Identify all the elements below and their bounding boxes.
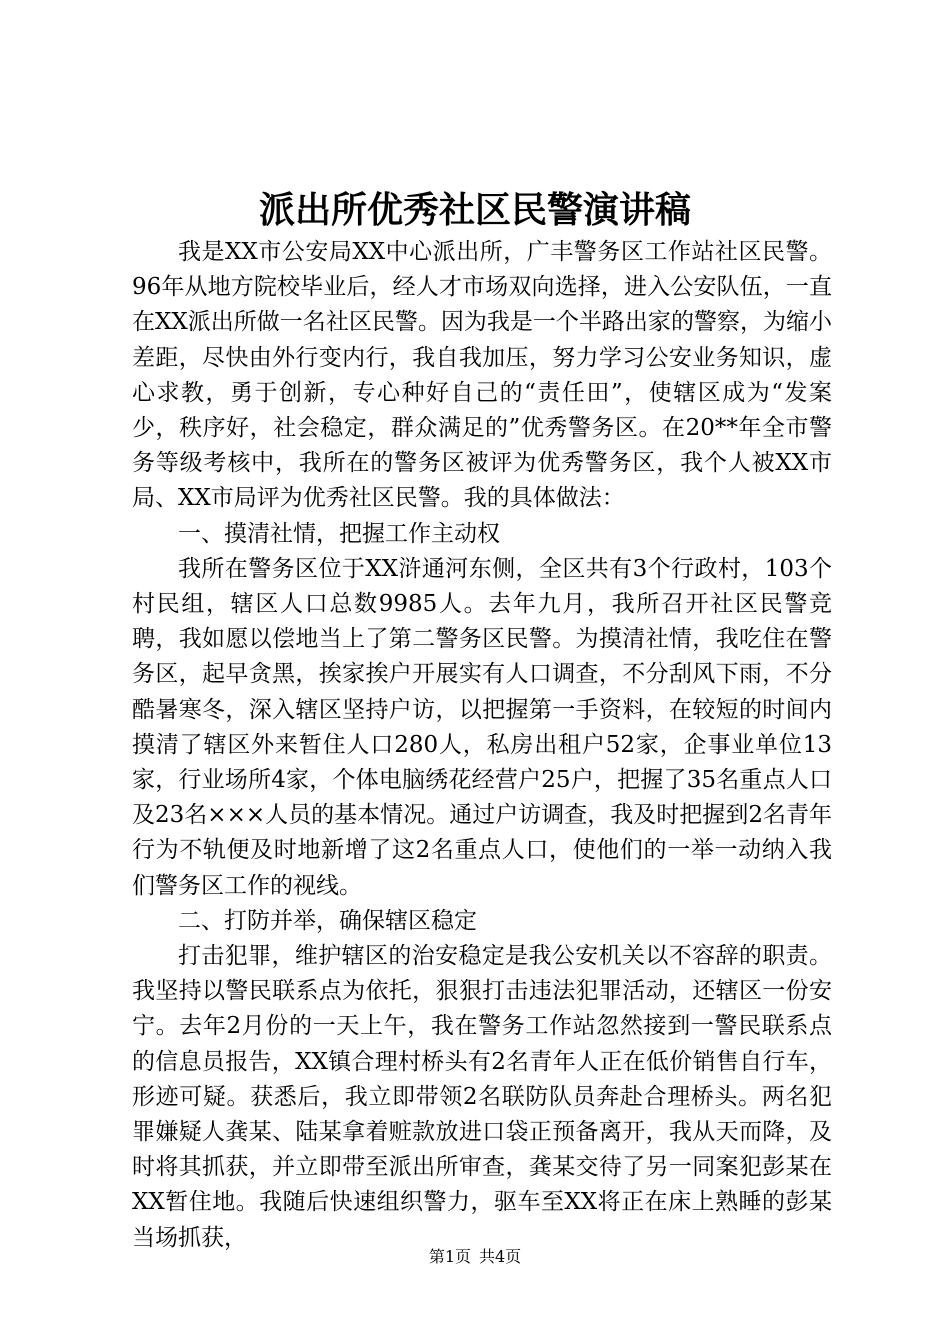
paragraph-section-1: 我所在警务区位于XX浒通河东侧，全区共有3个行政村，103个村民组，辖区人口总数9985人。去年九月，我所召开社区民警竞聘，我如愿以偿地当上了第二警务区民警。为摸清社情，我吃住在警务区，起早贪黑，挨家挨户开展实有人口调查，不分刮风下雨，不分酷暑寒冬，深入辖区坚持户访，以把握第一手资料，在较短的时间内摸清了辖区外来暂住人口280人，私房出租户52家，企事业单位13家，行业场所4家，个体电脑绣花经营户25户，把握了35名重点人口及23名×××人员的基本情况。通过户访调查，我及时把握到2名青年行为不轨便及时地新增了这2名重点人口，使他们的一举一动纳入我们警务区工作的视线。 [132, 555, 832, 899]
page-number: 第1页 [428, 1247, 471, 1266]
page-footer [0, 1246, 950, 1268]
document-body [132, 235, 832, 1256]
document-title: 派出所优秀社区民警演讲稿 [258, 189, 691, 231]
section-heading-2: 二、打防并举，确保辖区稳定 [178, 907, 477, 934]
page-total: 共4页 [479, 1247, 522, 1266]
paragraph-intro: 我是XX市公安局XX中心派出所，广丰警务区工作站社区民警。96年从地方院校毕业后，经人才市场双向选择，进入公安队伍，一直在XX派出所做一名社区民警。因为我是一个半路出家的警察，为缩小差距，尽快由外行变内行，我自我加压，努力学习公安业务知识，虚心求教，勇于创新，专心种好自己的“责任田”，使辖区成为“发案少，秩序好，社会稳定，群众满足的”优秀警务区。在20**年全市警务等级考核中，我所在的警务区被评为优秀警务区，我个人被XX市局、XX市局评为优秀社区民警。我的具体做法： [132, 239, 832, 512]
section-heading-1: 一、摸清社情，把握工作主动权 [178, 520, 500, 547]
paragraph-section-2: 打击犯罪，维护辖区的治安稳定是我公安机关以不容辞的职责。我坚持以警民联系点为依托，狠狠打击违法犯罪活动，还辖区一份安宁。去年2月份的一天上午，我在警务工作站忽然接到一警民联系点的信息员报告，XX镇合理村桥头有2名青年人正在低价销售自行车，形迹可疑。获悉后，我立即带领2名联防队员奔赴合理桥头。两名犯罪嫌疑人龚某、陆某拿着赃款放进口袋正预备离开，我从天而降，及时将其抓获，并立即带至派出所审查，龚某交待了另一同案犯彭某在XX暂住地。我随后快速组织警力，驱车至XX将正在床上熟睡的彭某当场抓获， [132, 943, 832, 1251]
